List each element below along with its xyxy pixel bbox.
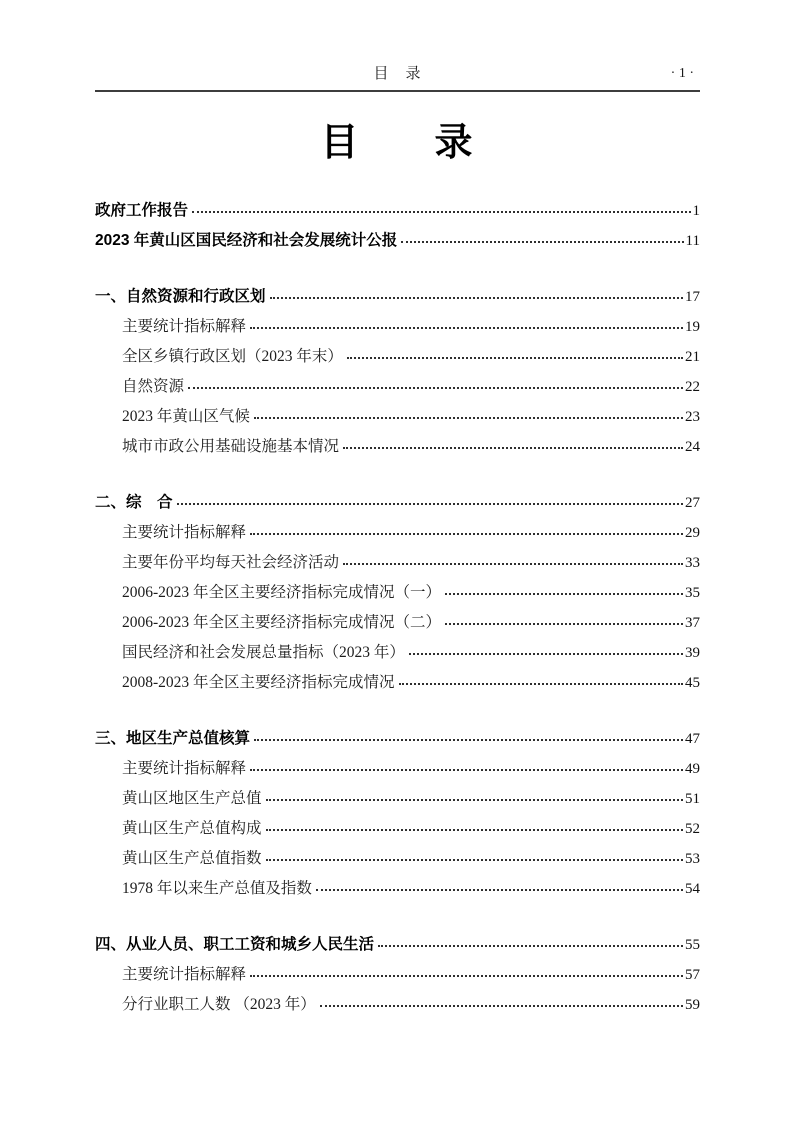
toc-entry-page: 11 (685, 233, 700, 249)
toc-entry-label: 黄山区生产总值指数 (122, 850, 262, 867)
toc-entry-page: 29 (685, 525, 700, 541)
toc-entry-label: 2023 年黄山区国民经济和社会发展统计公报 (95, 232, 398, 249)
dot-leader (270, 297, 683, 299)
toc-entry[interactable] (95, 488, 700, 518)
toc-entry[interactable] (95, 196, 700, 226)
toc-entry-page: 17 (685, 289, 700, 305)
dot-leader (254, 417, 683, 419)
toc-entry-label: 2006-2023 年全区主要经济指标完成情况（一） (122, 584, 442, 601)
toc-entry-page: 55 (685, 937, 700, 953)
toc-entry[interactable] (95, 608, 700, 638)
toc-entry[interactable] (95, 226, 700, 256)
toc-entry-label: 主要统计指标解释 (122, 318, 247, 335)
toc-entry[interactable] (95, 578, 700, 608)
dot-leader (266, 859, 683, 861)
toc-list (95, 196, 700, 1020)
toc-entry[interactable] (95, 432, 700, 462)
dot-leader (177, 503, 683, 505)
toc-entry[interactable] (95, 548, 700, 578)
toc-entry[interactable] (95, 960, 700, 990)
running-header-page-number: · 1 · (670, 66, 694, 81)
toc-entry-page: 39 (685, 645, 700, 661)
toc-entry-label: 黄山区地区生产总值 (122, 790, 262, 807)
toc-entry-label: 主要统计指标解释 (122, 966, 247, 983)
toc-entry-label: 全区乡镇行政区划（2023 年末） (122, 348, 343, 365)
toc-entry[interactable] (95, 930, 700, 960)
toc-entry-label: 1978 年以来生产总值及指数 (122, 880, 312, 897)
toc-entry-page: 33 (685, 555, 700, 571)
toc-entry[interactable] (95, 668, 700, 698)
dot-leader (250, 327, 683, 329)
toc-entry-page: 49 (685, 761, 700, 777)
toc-entry-label: 黄山区生产总值构成 (122, 820, 262, 837)
toc-entry[interactable] (95, 312, 700, 342)
toc-entry-label: 四、从业人员、职工工资和城乡人民生活 (95, 936, 375, 953)
dot-leader (266, 829, 683, 831)
toc-entry-page: 35 (685, 585, 700, 601)
toc-entry-page: 59 (685, 997, 700, 1013)
page-title: 目 录 (320, 122, 473, 164)
toc-entry-page: 54 (685, 881, 700, 897)
dot-leader (445, 623, 683, 625)
toc-entry-page: 47 (685, 731, 700, 747)
dot-leader (250, 533, 683, 535)
running-header (95, 64, 700, 92)
dot-leader (192, 211, 690, 213)
dot-leader (409, 653, 683, 655)
toc-entry-label: 二、综 合 (95, 494, 173, 511)
toc-entry-label: 国民经济和社会发展总量指标（2023 年） (122, 644, 405, 661)
toc-entry-page: 22 (685, 379, 700, 395)
toc-entry[interactable] (95, 874, 700, 904)
toc-entry-page: 23 (685, 409, 700, 425)
toc-entry[interactable] (95, 518, 700, 548)
dot-leader (378, 945, 683, 947)
toc-entry[interactable] (95, 814, 700, 844)
toc-entry-label: 分行业职工人数 （2023 年） (122, 996, 316, 1013)
toc-entry-page: 27 (685, 495, 700, 511)
toc-entry-page: 37 (685, 615, 700, 631)
toc-entry-label: 主要统计指标解释 (122, 760, 247, 777)
toc-entry-page: 19 (685, 319, 700, 335)
toc-entry-label: 三、地区生产总值核算 (95, 730, 251, 747)
dot-leader (316, 889, 683, 891)
toc-entry[interactable] (95, 342, 700, 372)
toc-entry-page: 21 (685, 349, 700, 365)
dot-leader (401, 241, 683, 243)
toc-entry[interactable] (95, 784, 700, 814)
toc-entry[interactable] (95, 844, 700, 874)
toc-entry-page: 52 (685, 821, 700, 837)
toc-entry-page: 53 (685, 851, 700, 867)
toc-entry-page: 45 (685, 675, 700, 691)
toc-entry[interactable] (95, 754, 700, 784)
toc-entry-label: 2008-2023 年全区主要经济指标完成情况 (122, 674, 395, 691)
dot-leader (347, 357, 683, 359)
toc-entry-page: 1 (692, 203, 700, 219)
dot-leader (266, 799, 683, 801)
dot-leader (399, 683, 683, 685)
toc-entry-page: 24 (685, 439, 700, 455)
running-header-title: 目 录 (373, 66, 422, 82)
toc-entry-label: 主要统计指标解释 (122, 524, 247, 541)
toc-entry[interactable] (95, 724, 700, 754)
toc-entry-label: 2023 年黄山区气候 (122, 408, 250, 425)
toc-entry[interactable] (95, 402, 700, 432)
toc-entry[interactable] (95, 990, 700, 1020)
toc-entry-label: 主要年份平均每天社会经济活动 (122, 554, 340, 571)
dot-leader (188, 387, 683, 389)
toc-entry-label: 政府工作报告 (95, 202, 189, 219)
dot-leader (320, 1005, 683, 1007)
toc-entry[interactable] (95, 372, 700, 402)
toc-entry[interactable] (95, 638, 700, 668)
dot-leader (254, 739, 683, 741)
toc-entry-label: 一、自然资源和行政区划 (95, 288, 266, 305)
toc-entry[interactable] (95, 282, 700, 312)
dot-leader (250, 975, 683, 977)
toc-entry-page: 51 (685, 791, 700, 807)
toc-entry-label: 城市市政公用基础设施基本情况 (122, 438, 340, 455)
dot-leader (445, 593, 683, 595)
toc-entry-label: 2006-2023 年全区主要经济指标完成情况（二） (122, 614, 442, 631)
dot-leader (343, 447, 683, 449)
toc-entry-label: 自然资源 (122, 378, 185, 395)
toc-entry-page: 57 (685, 967, 700, 983)
dot-leader (250, 769, 683, 771)
dot-leader (343, 563, 683, 565)
